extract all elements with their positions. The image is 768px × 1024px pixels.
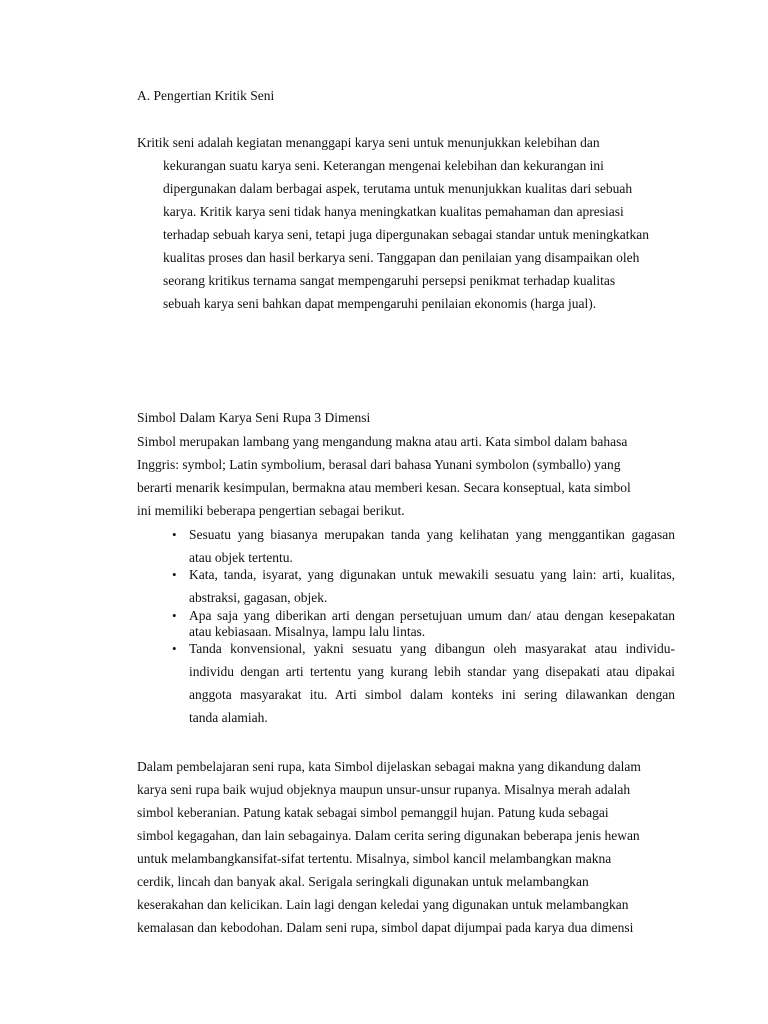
paragraph-line: karya. Kritik karya seni tidak hanya meningkatkan kualitas pemahaman dan apresiasi	[163, 204, 624, 219]
bullet-line: Apa saja yang diberikan arti dengan persetujuan umum dan/ atau dengan kesepakatan	[189, 608, 675, 623]
paragraph-line: untuk melambangkansifat-sifat tertentu. Misalnya, simbol kancil melambangkan makna	[137, 851, 612, 866]
bullet-line: Tanda konvensional, yakni sesuatu yang dibangun oleh masyarakat atau individu-	[189, 641, 675, 656]
bullet-icon: •	[172, 608, 177, 623]
paragraph-line: cerdik, lincah dan banyak akal. Serigala seringkali digunakan untuk melambangkan	[137, 874, 589, 889]
paragraph-line: keserakahan dan kelicikan. Lain lagi dengan keledai yang digunakan untuk melambangkan	[137, 897, 629, 912]
paragraph-line: berarti menarik kesimpulan, bermakna atau memberi kesan. Secara konseptual, kata simbol	[137, 480, 631, 495]
paragraph-line: Inggris: symbol; Latin symbolium, berasal dari bahasa Yunani symbolon (symballo) yang	[137, 457, 621, 472]
bullet-line: individu dengan arti tertentu yang kurang lebih standar yang disepakati atau dipakai	[189, 664, 675, 679]
bullet-line: atau kebiasaan. Misalnya, lampu lalu lintas.	[189, 624, 426, 639]
bullet-icon: •	[172, 641, 177, 656]
bullet-line: Sesuatu yang biasanya merupakan tanda yang kelihatan yang menggantikan gagasan	[189, 527, 675, 542]
paragraph-line: ini memiliki beberapa pengertian sebagai berikut.	[137, 503, 405, 518]
paragraph-line: simbol kegagahan, dan lain sebagainya. Dalam cerita sering digunakan beberapa jenis hewan	[137, 828, 640, 843]
paragraph-line: simbol keberanian. Patung katak sebagai simbol pemanggil hujan. Patung kuda sebagai	[137, 805, 609, 820]
section-b-heading: Simbol Dalam Karya Seni Rupa 3 Dimensi	[137, 410, 371, 425]
paragraph-line: Simbol merupakan lambang yang mengandung makna atau arti. Kata simbol dalam bahasa	[137, 434, 628, 449]
paragraph-line: karya seni rupa baik wujud objeknya maupun unsur-unsur rupanya. Misalnya merah adalah	[137, 782, 631, 797]
paragraph-line: Dalam pembelajaran seni rupa, kata Simbol dijelaskan sebagai makna yang dikandung dalam	[137, 759, 641, 774]
paragraph-line: kemalasan dan kebodohan. Dalam seni rupa, simbol dapat dijumpai pada karya dua dimensi	[137, 920, 634, 935]
bullet-line: abstraksi, gagasan, objek.	[189, 590, 328, 605]
bullet-line: atau objek tertentu.	[189, 550, 293, 565]
paragraph-line: kekurangan suatu karya seni. Keterangan mengenai kelebihan dan kekurangan ini	[163, 158, 604, 173]
paragraph-line: kualitas proses dan hasil berkarya seni. Tanggapan dan penilaian yang disampaikan oleh	[163, 250, 640, 265]
paragraph-line: sebuah karya seni bahkan dapat mempengaruhi penilaian ekonomis (harga jual).	[163, 296, 597, 311]
bullet-icon: •	[172, 527, 177, 542]
paragraph-line: dipergunakan dalam berbagai aspek, terutama untuk menunjukkan kualitas dari sebuah	[163, 181, 633, 196]
paragraph-line: seorang kritikus ternama sangat mempengaruhi persepsi penikmat terhadap kualitas	[163, 273, 616, 288]
paragraph-line: Kritik seni adalah kegiatan menanggapi karya seni untuk menunjukkan kelebihan dan	[137, 135, 600, 150]
bullet-line: anggota masyarakat itu. Arti simbol dalam konteks ini sering dilawankan dengan	[189, 687, 675, 702]
section-a-heading: A. Pengertian Kritik Seni	[137, 88, 275, 103]
bullet-icon: •	[172, 567, 177, 582]
bullet-line: tanda alamiah.	[189, 710, 268, 725]
bullet-line: Kata, tanda, isyarat, yang digunakan untuk mewakili sesuatu yang lain: arti, kualitas,	[189, 567, 675, 582]
paragraph-line: terhadap sebuah karya seni, tetapi juga dipergunakan sebagai standar untuk meningkatkan	[163, 227, 649, 242]
